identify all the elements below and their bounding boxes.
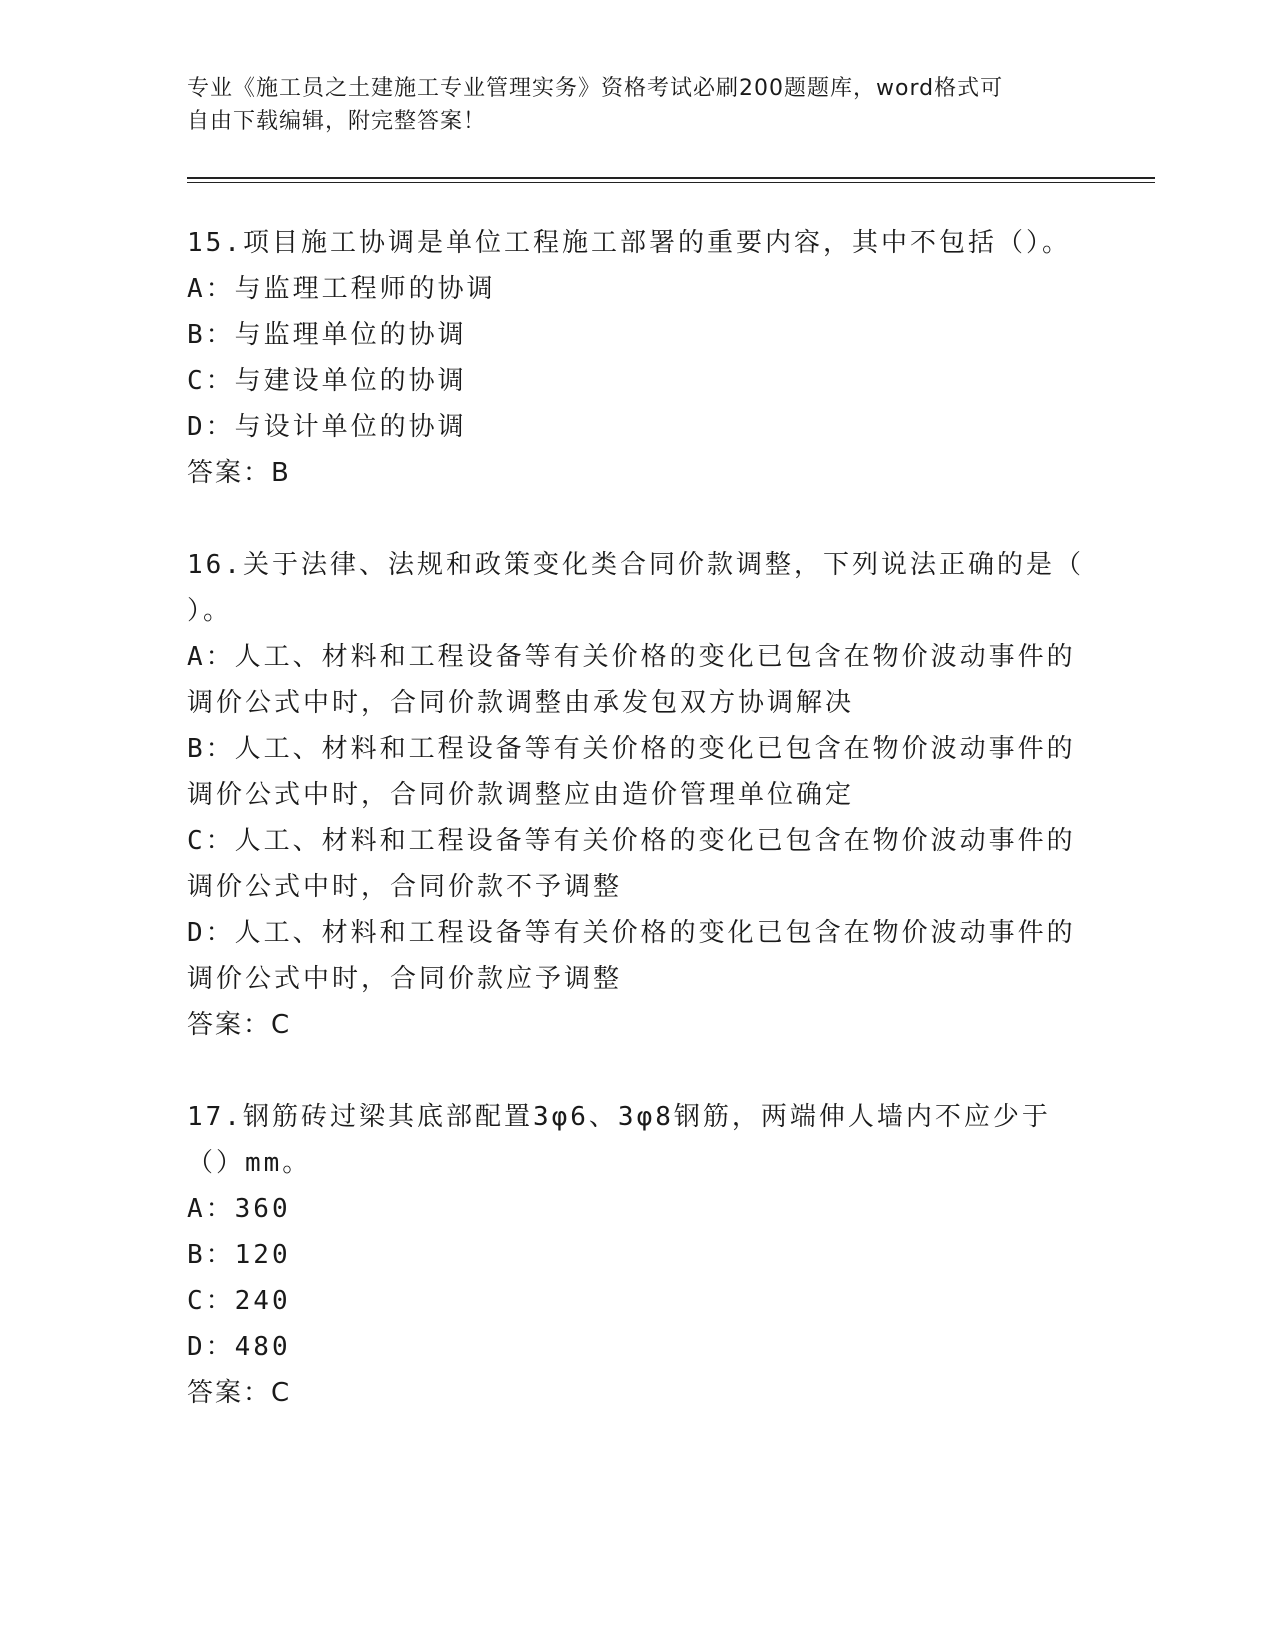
answer-option: C：与建设单位的协调	[187, 366, 467, 396]
answer-option: C：人工、材料和工程设备等有关价格的变化已包含在物价波动事件的	[187, 826, 1076, 856]
answer-option: A：人工、材料和工程设备等有关价格的变化已包含在物价波动事件的	[187, 642, 1076, 672]
answer-key: 答案：B	[187, 458, 291, 488]
question-list	[187, 220, 1087, 1462]
question-block	[187, 542, 1087, 1048]
header-divider-thick	[187, 177, 1155, 179]
answer-key: 答案：C	[187, 1010, 292, 1040]
answer-option: 调价公式中时，合同价款调整应由造价管理单位确定	[187, 780, 855, 810]
question-block	[187, 220, 1087, 496]
answer-option: D：与设计单位的协调	[187, 412, 467, 442]
question-stem: 17.钢筋砖过梁其底部配置3φ6、3φ8钢筋，两端伸人墙内不应少于	[187, 1102, 1051, 1132]
question-block	[187, 1094, 1087, 1416]
answer-option: B：120	[187, 1240, 291, 1270]
answer-option: C：240	[187, 1286, 291, 1316]
answer-option: B：与监理单位的协调	[187, 320, 467, 350]
answer-option: D：人工、材料和工程设备等有关价格的变化已包含在物价波动事件的	[187, 918, 1076, 948]
question-stem: 15.项目施工协调是单位工程施工部署的重要内容，其中不包括（）。	[187, 228, 1071, 258]
question-stem: （）mm。	[187, 1148, 312, 1178]
answer-option: 调价公式中时，合同价款不予调整	[187, 872, 623, 902]
header-title-line-1: 专业《施工员之土建施工专业管理实务》资格考试必刷200题题库，word格式可	[187, 76, 1004, 101]
question-stem: ）。	[187, 596, 233, 626]
header-title-line-2: 自由下载编辑，附完整答案！	[187, 109, 487, 134]
answer-option: 调价公式中时，合同价款应予调整	[187, 964, 623, 994]
answer-key: 答案：C	[187, 1378, 292, 1408]
answer-option: A：360	[187, 1194, 291, 1224]
document-header	[187, 72, 1067, 138]
answer-option: B：人工、材料和工程设备等有关价格的变化已包含在物价波动事件的	[187, 734, 1076, 764]
answer-option: 调价公式中时，合同价款调整由承发包双方协调解决	[187, 688, 855, 718]
answer-option: D：480	[187, 1332, 291, 1362]
header-divider-thin	[187, 182, 1155, 183]
question-stem: 16.关于法律、法规和政策变化类合同价款调整，下列说法正确的是（	[187, 550, 1084, 580]
answer-option: A：与监理工程师的协调	[187, 274, 496, 304]
